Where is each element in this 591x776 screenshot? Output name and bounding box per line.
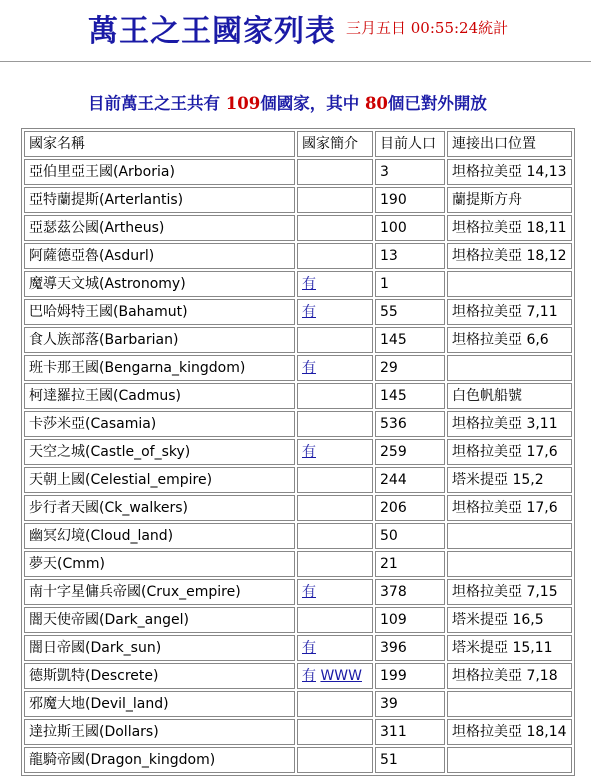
country-name-cell: 邪魔大地(Devil_land) (24, 691, 295, 717)
exit-location-cell (447, 551, 572, 577)
column-header-name: 國家名稱 (24, 131, 295, 157)
exit-location-cell: 坦格拉美亞 14,13 (447, 159, 572, 185)
population-cell: 244 (375, 467, 445, 493)
country-intro-cell (297, 159, 373, 185)
country-name-cell: 闇日帝國(Dark_sun) (24, 635, 295, 661)
country-name-cell: 卡莎米亞(Casamia) (24, 411, 295, 437)
page-header (0, 0, 591, 62)
intro-link[interactable]: 有 (302, 444, 316, 460)
table-row (24, 215, 572, 241)
stats-timestamp: 三月五日 00:55:24統計 (346, 19, 509, 37)
exit-location-cell (447, 523, 572, 549)
country-name-cell: 步行者天國(Ck_walkers) (24, 495, 295, 521)
population-cell: 21 (375, 551, 445, 577)
intro-link[interactable]: 有 (302, 304, 316, 320)
country-intro-cell (297, 439, 373, 465)
table-row (24, 495, 572, 521)
exit-location-cell: 坦格拉美亞 18,11 (447, 215, 572, 241)
country-table (21, 128, 575, 776)
country-intro-cell (297, 719, 373, 745)
exit-location-cell: 坦格拉美亞 7,11 (447, 299, 572, 325)
table-row (24, 243, 572, 269)
country-name-cell: 南十字星傭兵帝國(Crux_empire) (24, 579, 295, 605)
population-cell: 190 (375, 187, 445, 213)
table-row (24, 327, 572, 353)
exit-location-cell (447, 271, 572, 297)
exit-location-cell: 塔米提亞 15,2 (447, 467, 572, 493)
table-row (24, 467, 572, 493)
exit-location-cell: 坦格拉美亞 7,18 (447, 663, 572, 689)
population-cell: 259 (375, 439, 445, 465)
country-name-cell: 班卡那王國(Bengarna_kingdom) (24, 355, 295, 381)
country-intro-cell (297, 187, 373, 213)
table-row (24, 299, 572, 325)
summary-mid: 個國家，其中 (260, 94, 365, 113)
country-intro-cell (297, 327, 373, 353)
country-intro-cell (297, 523, 373, 549)
exit-location-cell (447, 355, 572, 381)
table-header-row (24, 131, 572, 157)
population-cell: 311 (375, 719, 445, 745)
population-cell: 199 (375, 663, 445, 689)
table-row (24, 579, 572, 605)
exit-location-cell: 坦格拉美亞 17,6 (447, 439, 572, 465)
population-cell: 1 (375, 271, 445, 297)
population-cell: 3 (375, 159, 445, 185)
table-row (24, 691, 572, 717)
country-name-cell: 天朝上國(Celestial_empire) (24, 467, 295, 493)
table-row (24, 663, 572, 689)
exit-location-cell: 坦格拉美亞 3,11 (447, 411, 572, 437)
population-cell: 536 (375, 411, 445, 437)
population-cell: 51 (375, 747, 445, 773)
summary-suffix: 個已對外開放 (387, 94, 487, 113)
column-header-intro: 國家簡介 (297, 131, 373, 157)
country-name-cell: 魔導天文城(Astronomy) (24, 271, 295, 297)
exit-location-cell: 蘭提斯方舟 (447, 187, 572, 213)
population-cell: 145 (375, 383, 445, 409)
country-intro-cell (297, 747, 373, 773)
exit-location-cell (447, 747, 572, 773)
country-name-cell: 亞伯里亞王國(Arboria) (24, 159, 295, 185)
country-intro-cell (297, 355, 373, 381)
exit-location-cell: 白色帆船號 (447, 383, 572, 409)
country-intro-cell (297, 243, 373, 269)
population-cell: 206 (375, 495, 445, 521)
country-intro-cell (297, 495, 373, 521)
intro-link[interactable]: 有 (302, 584, 316, 600)
country-intro-cell (297, 383, 373, 409)
population-cell: 378 (375, 579, 445, 605)
website-link[interactable]: WWW (320, 668, 362, 684)
country-intro-cell (297, 467, 373, 493)
table-row (24, 355, 572, 381)
exit-location-cell: 坦格拉美亞 17,6 (447, 495, 572, 521)
country-intro-cell (297, 663, 373, 689)
population-cell: 39 (375, 691, 445, 717)
country-name-cell: 龍騎帝國(Dragon_kingdom) (24, 747, 295, 773)
column-header-population: 目前人口 (375, 131, 445, 157)
country-name-cell: 達拉斯王國(Dollars) (24, 719, 295, 745)
population-cell: 396 (375, 635, 445, 661)
country-name-cell: 柯達羅拉王國(Cadmus) (24, 383, 295, 409)
table-row (24, 607, 572, 633)
country-name-cell: 幽冥幻境(Cloud_land) (24, 523, 295, 549)
population-cell: 145 (375, 327, 445, 353)
country-intro-cell (297, 607, 373, 633)
exit-location-cell: 塔米提亞 16,5 (447, 607, 572, 633)
country-name-cell: 阿薩德亞魯(Asdurl) (24, 243, 295, 269)
table-row (24, 187, 572, 213)
country-summary (88, 90, 487, 114)
table-row (24, 411, 572, 437)
country-name-cell: 亞瑟茲公國(Artheus) (24, 215, 295, 241)
country-name-cell: 食人族部落(Barbarian) (24, 327, 295, 353)
population-cell: 29 (375, 355, 445, 381)
country-intro-cell (297, 551, 373, 577)
country-name-cell: 天空之城(Castle_of_sky) (24, 439, 295, 465)
intro-link[interactable]: 有 (302, 276, 316, 292)
intro-link[interactable]: 有 (302, 640, 316, 656)
country-intro-cell (297, 215, 373, 241)
summary-prefix: 目前萬王之王共有 (88, 94, 226, 113)
country-intro-cell (297, 579, 373, 605)
country-intro-cell (297, 411, 373, 437)
exit-location-cell: 坦格拉美亞 7,15 (447, 579, 572, 605)
open-country-count: 80 (364, 94, 388, 113)
exit-location-cell (447, 691, 572, 717)
table-row (24, 551, 572, 577)
page-title: 萬王之王國家列表 (88, 14, 336, 49)
intro-link[interactable]: 有 (302, 668, 316, 684)
table-row (24, 719, 572, 745)
exit-location-cell: 坦格拉美亞 6,6 (447, 327, 572, 353)
exit-location-cell: 坦格拉美亞 18,12 (447, 243, 572, 269)
population-cell: 55 (375, 299, 445, 325)
table-row (24, 439, 572, 465)
country-intro-cell (297, 635, 373, 661)
column-header-exit: 連接出口位置 (447, 131, 572, 157)
exit-location-cell: 塔米提亞 15,11 (447, 635, 572, 661)
country-name-cell: 亞特蘭提斯(Arterlantis) (24, 187, 295, 213)
table-row (24, 159, 572, 185)
country-name-cell: 夢天(Cmm) (24, 551, 295, 577)
population-cell: 13 (375, 243, 445, 269)
header-divider (0, 61, 591, 62)
table-row (24, 271, 572, 297)
country-intro-cell (297, 299, 373, 325)
table-row (24, 747, 572, 773)
intro-link[interactable]: 有 (302, 360, 316, 376)
country-intro-cell (297, 691, 373, 717)
population-cell: 50 (375, 523, 445, 549)
exit-location-cell: 坦格拉美亞 18,14 (447, 719, 572, 745)
table-row (24, 635, 572, 661)
country-name-cell: 巴哈姆特王國(Bahamut) (24, 299, 295, 325)
table-row (24, 383, 572, 409)
population-cell: 100 (375, 215, 445, 241)
country-name-cell: 德斯凱特(Descrete) (24, 663, 295, 689)
total-country-count: 109 (225, 94, 261, 113)
population-cell: 109 (375, 607, 445, 633)
table-row (24, 523, 572, 549)
country-intro-cell (297, 271, 373, 297)
country-name-cell: 闇天使帝國(Dark_angel) (24, 607, 295, 633)
